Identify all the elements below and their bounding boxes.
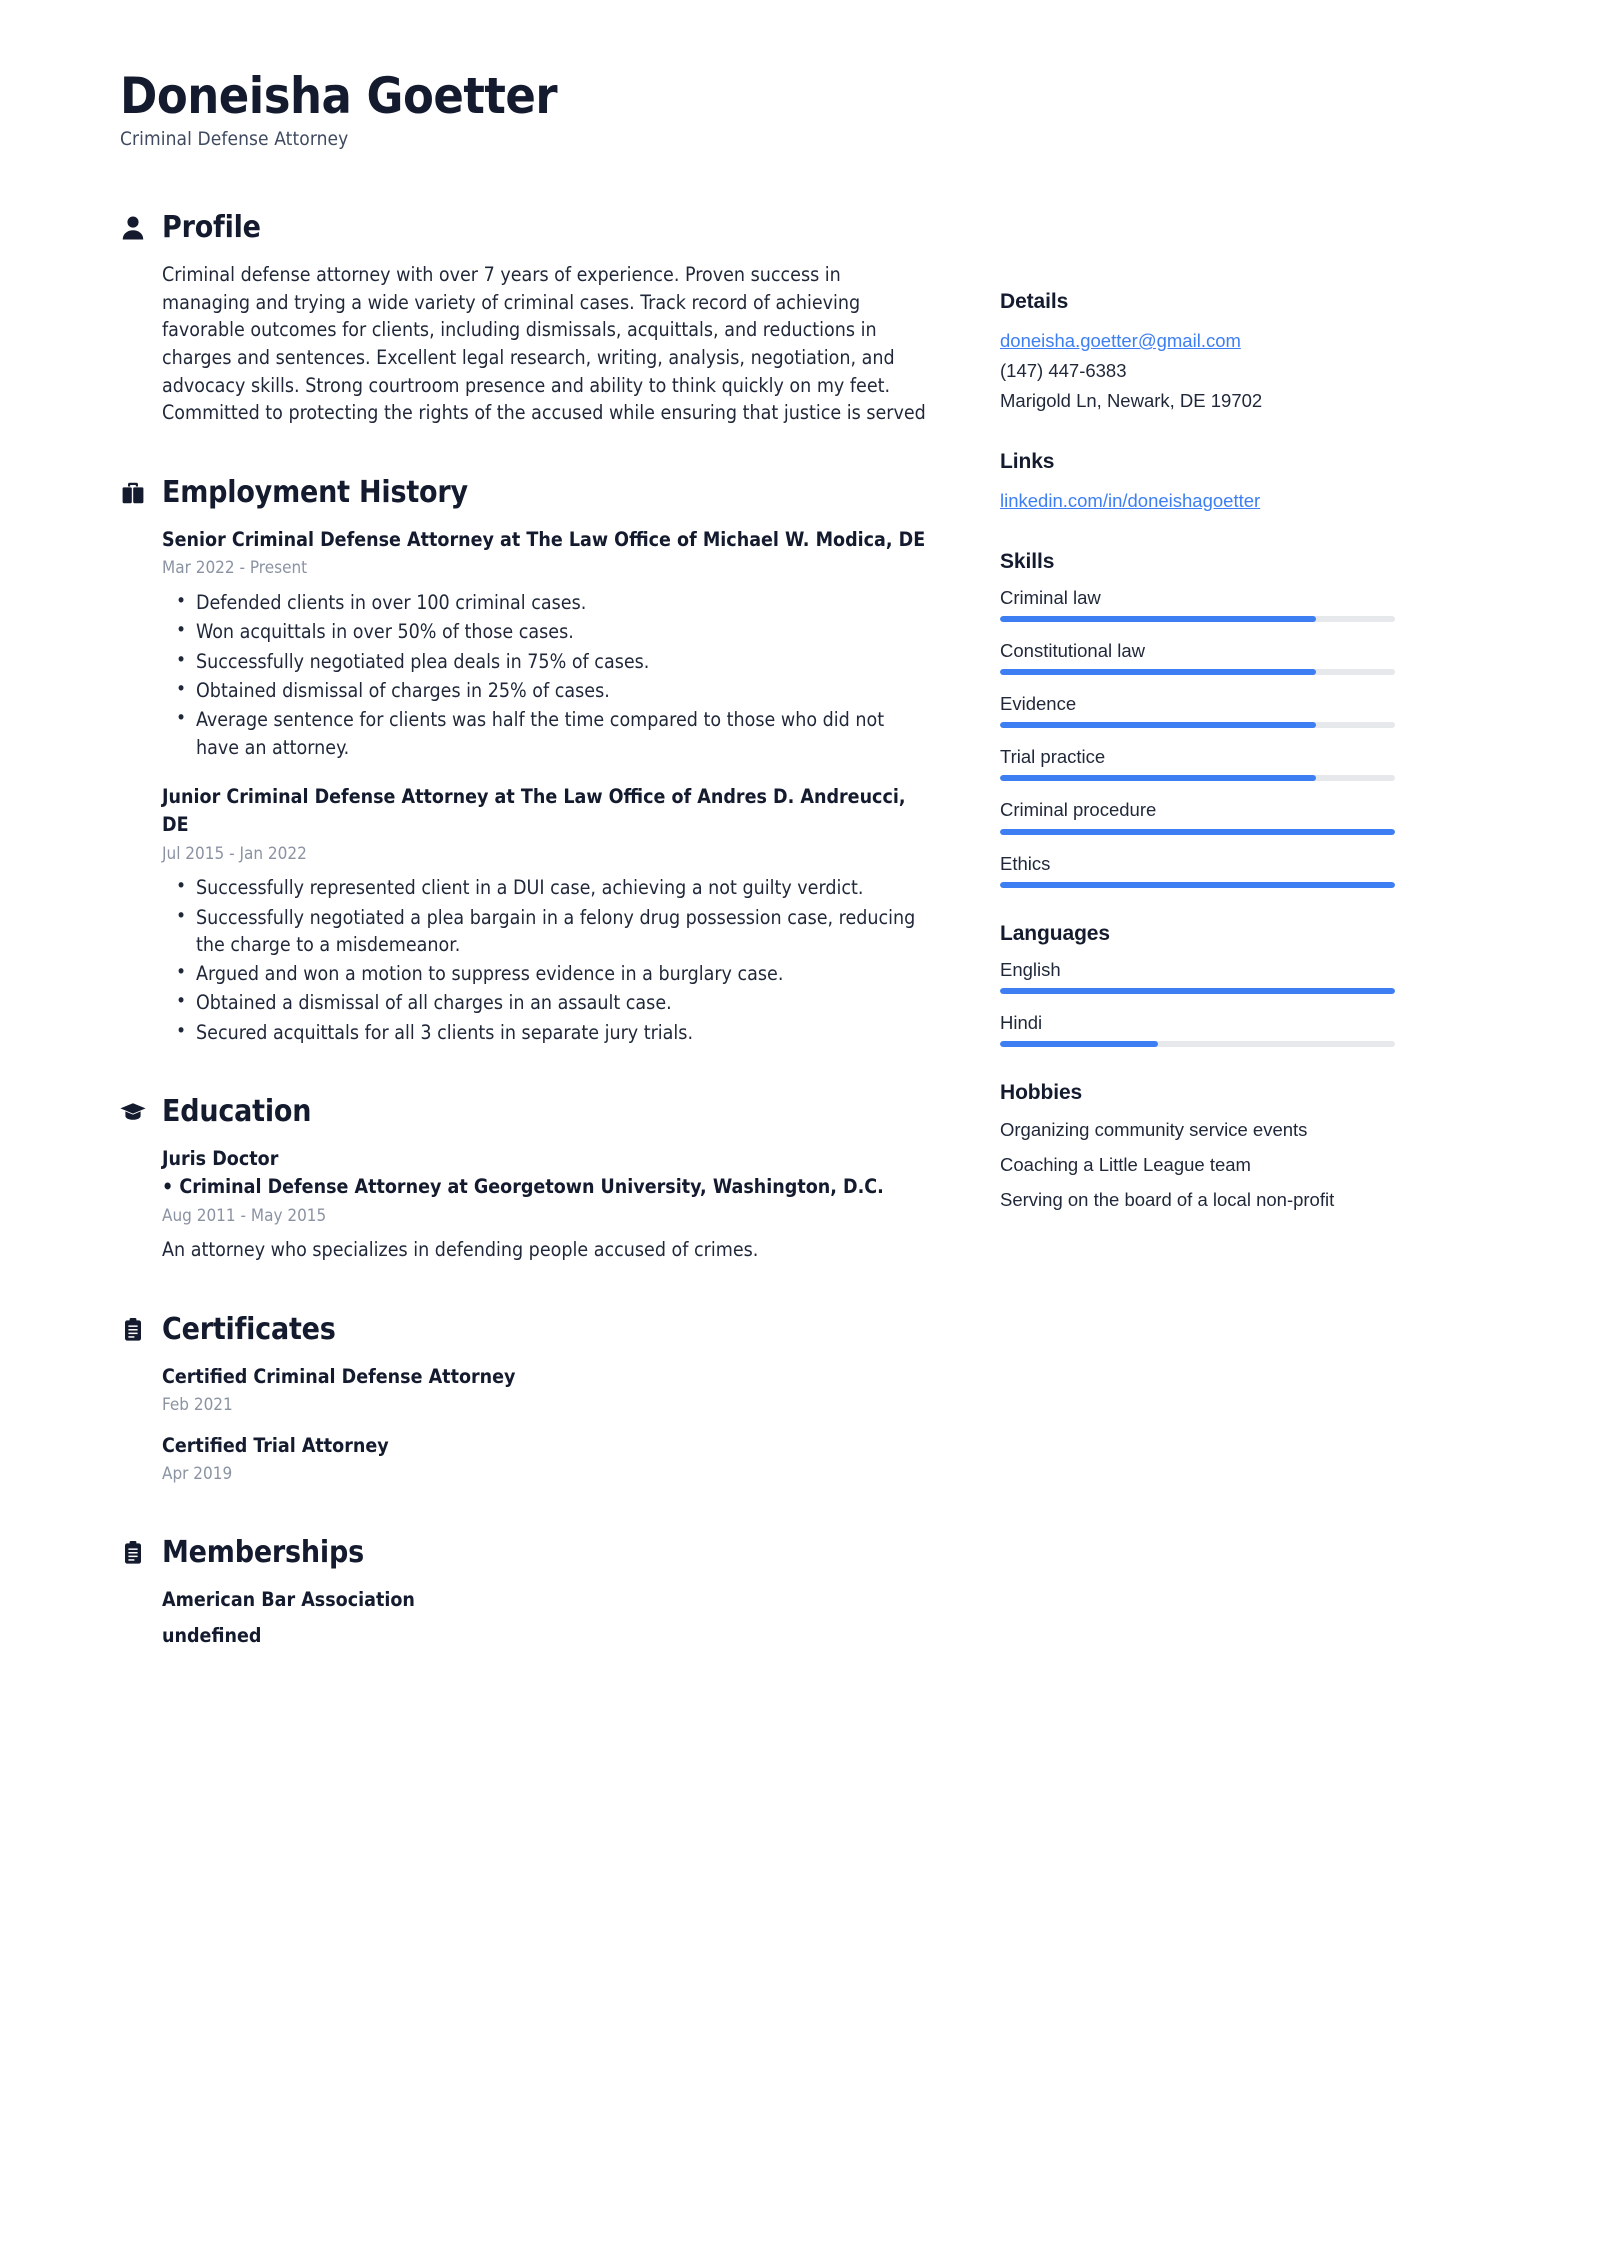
section-header-memberships: [120, 1535, 930, 1570]
certificate-entry: [162, 1432, 930, 1487]
section-title-employment: Employment History: [162, 475, 468, 511]
section-title-certificates: Certificates: [162, 1312, 336, 1348]
skill-item: [1000, 798, 1395, 834]
education-degree: Juris Doctor: [162, 1147, 279, 1171]
certificate-date: Apr 2019: [162, 1464, 233, 1485]
language-meter-fill: [1000, 988, 1395, 994]
hobby-item: Coaching a Little League team: [1000, 1154, 1251, 1176]
section-employment: [120, 475, 930, 1046]
employment-title: Senior Criminal Defense Attorney at The Law Office of Michael W. Modica, DE: [162, 528, 926, 552]
page-title: Doneisha Goetter: [120, 67, 558, 125]
language-item: [1000, 1011, 1395, 1047]
skill-item: [1000, 745, 1395, 781]
language-meter-fill: [1000, 1041, 1158, 1047]
education-entry: [162, 1145, 930, 1264]
skill-label: Trial practice: [1000, 746, 1106, 768]
skill-meter-fill: [1000, 616, 1316, 622]
employment-date: Mar 2022 - Present: [162, 558, 308, 579]
skill-item: [1000, 852, 1395, 888]
membership-date: undefined: [162, 1624, 262, 1648]
skill-label: Ethics: [1000, 852, 1051, 874]
section-education: [120, 1094, 930, 1264]
certificate-title: Certified Criminal Defense Attorney: [162, 1365, 516, 1389]
list-item: • Successfully negotiated plea deals in 75% of cases.: [196, 648, 930, 675]
employment-title: Junior Criminal Defense Attorney at The Law Office of Andres D. Andreucci, DE: [162, 784, 906, 837]
section-certificates: [120, 1312, 930, 1487]
skill-label: Criminal procedure: [1000, 799, 1157, 821]
sidebar-hobbies: [1000, 1081, 1395, 1212]
certificate-title: Certified Trial Attorney: [162, 1434, 389, 1458]
skill-meter-track: [1000, 829, 1395, 835]
education-school: • Criminal Defense Attorney at Georgetown University, Washington, D.C.: [162, 1175, 884, 1199]
skill-meter-fill: [1000, 775, 1316, 781]
skill-item: [1000, 639, 1395, 675]
skill-label: Evidence: [1000, 693, 1077, 715]
phone-text: (147) 447-6383: [1000, 359, 1127, 381]
hobby-item: Organizing community service events: [1000, 1118, 1308, 1140]
list-item: • Obtained a dismissal of all charges in an assault case.: [196, 989, 930, 1016]
skill-meter-fill: [1000, 882, 1395, 888]
resume-header: [120, 68, 930, 150]
language-meter-track: [1000, 1041, 1395, 1047]
skill-meter-fill: [1000, 669, 1316, 675]
list-item: • Won acquittals in over 50% of those cases.: [196, 618, 930, 645]
hobby-item: Serving on the board of a local non-profit: [1000, 1189, 1335, 1211]
employment-entry: [162, 526, 930, 761]
list-item: • Argued and won a motion to suppress evidence in a burglary case.: [196, 960, 930, 987]
skill-meter-track: [1000, 882, 1395, 888]
list-item: • Secured acquittals for all 3 clients in separate jury trials.: [196, 1019, 930, 1046]
employment-date: Jul 2015 - Jan 2022: [162, 843, 307, 864]
sidebar-title-languages: Languages: [1000, 921, 1110, 945]
sidebar-title-details: Details: [1000, 290, 1069, 313]
sidebar-title-links: Links: [1000, 449, 1055, 473]
language-item: [1000, 958, 1395, 994]
profile-text: Criminal defense attorney with over 7 years of experience. Proven success in managing and trying a wide variety of criminal cases. Track record of achieving favorable outcomes for clients, including dismissals, acquittals, and reductions in charges and sentences. Excellent legal research, writing, analysis, negotiation, and advocacy skills. Strong courtroom presence and ability to think quickly on my feet. Committed to protecting the rights of the accused while ensuring that justice is served: [162, 263, 926, 425]
sidebar-title-hobbies: Hobbies: [1000, 1080, 1083, 1104]
skill-meter-track: [1000, 775, 1395, 781]
education-description: An attorney who specializes in defending people accused of crimes.: [162, 1238, 759, 1262]
sidebar: [1000, 68, 1395, 1655]
employment-entry: [162, 783, 930, 1046]
clipboard-icon: [120, 1318, 146, 1341]
address-text: Marigold Ln, Newark, DE 19702: [1000, 389, 1263, 411]
skill-meter-fill: [1000, 829, 1395, 835]
list-item: • Defended clients in over 100 criminal cases.: [196, 589, 930, 616]
list-item: • Obtained dismissal of charges in 25% of cases.: [196, 677, 930, 704]
section-title-education: Education: [162, 1094, 312, 1130]
certificate-date: Feb 2021: [162, 1395, 233, 1416]
email-link[interactable]: doneisha.goetter@gmail.com: [1000, 330, 1241, 351]
section-memberships: [120, 1535, 930, 1651]
graduation-cap-icon: [120, 1102, 146, 1122]
certificate-entry: [162, 1363, 930, 1418]
section-profile: [120, 210, 930, 427]
list-item: • Average sentence for clients was half the time compared to those who did not have an attorney.: [196, 706, 930, 761]
membership-entry: [162, 1586, 930, 1651]
section-header-certificates: [120, 1312, 930, 1347]
briefcase-icon: [120, 482, 146, 504]
list-item: • Successfully negotiated a plea bargain in a felony drug possession case, reducing the charge to a misdemeanor.: [196, 904, 930, 959]
education-date: Aug 2011 - May 2015: [162, 1205, 327, 1226]
section-title-memberships: Memberships: [162, 1535, 364, 1571]
employment-bullets: [162, 874, 930, 1046]
skill-meter-track: [1000, 722, 1395, 728]
membership-title: American Bar Association: [162, 1588, 415, 1612]
language-label: English: [1000, 958, 1061, 980]
sidebar-languages: [1000, 922, 1395, 1047]
list-item: • Successfully represented client in a DUI case, achieving a not guilty verdict.: [196, 874, 930, 901]
skill-label: Criminal law: [1000, 586, 1101, 608]
person-icon: [120, 216, 146, 240]
section-header-employment: [120, 475, 930, 510]
skill-meter-fill: [1000, 722, 1316, 728]
language-meter-track: [1000, 988, 1395, 994]
linkedin-link[interactable]: linkedin.com/in/doneishagoetter: [1000, 489, 1261, 511]
skill-item: [1000, 692, 1395, 728]
main-column: [120, 68, 1000, 1655]
job-title: Criminal Defense Attorney: [120, 128, 349, 150]
employment-bullets: [162, 589, 930, 761]
skill-label: Constitutional law: [1000, 640, 1145, 661]
section-header-profile: [120, 210, 930, 245]
clipboard-icon: [120, 1541, 146, 1564]
section-title-profile: Profile: [162, 210, 261, 245]
sidebar-details: [1000, 290, 1395, 416]
section-header-education: [120, 1094, 930, 1129]
skill-item: [1000, 586, 1395, 622]
sidebar-links: [1000, 450, 1395, 516]
sidebar-skills: [1000, 550, 1395, 888]
skill-meter-track: [1000, 669, 1395, 675]
language-label: Hindi: [1000, 1011, 1043, 1033]
skill-meter-track: [1000, 616, 1395, 622]
sidebar-title-skills: Skills: [1000, 549, 1055, 573]
